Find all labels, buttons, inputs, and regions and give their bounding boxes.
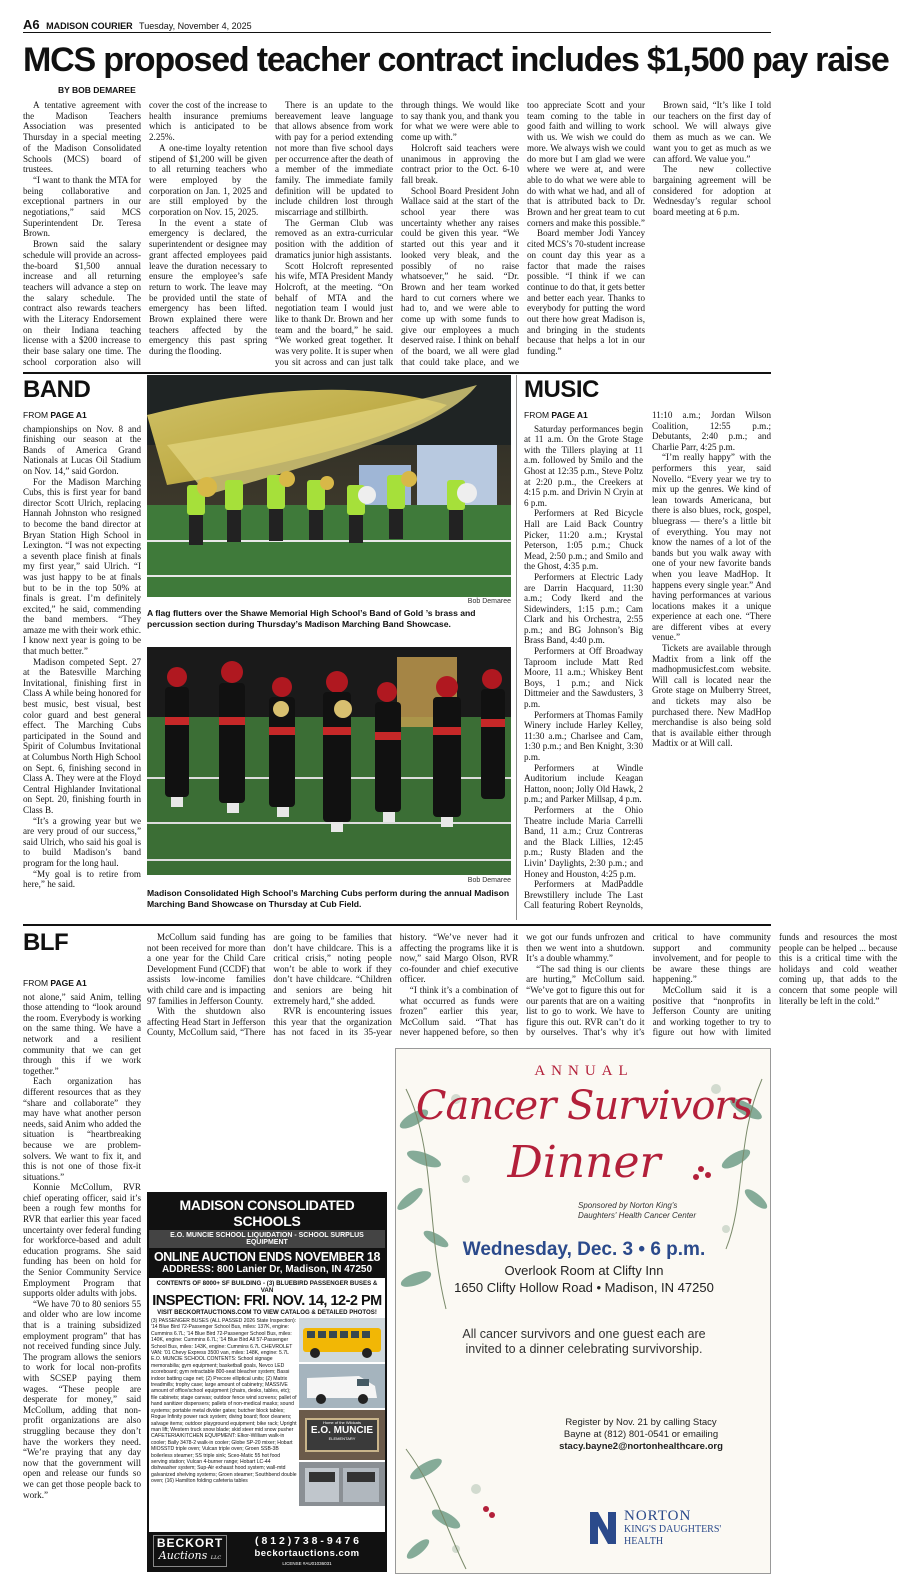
music-from-line: FROM PAGE A1 [524, 410, 588, 420]
dinner-address: 1650 Clifty Hollow Road • Madison, IN 47250 [454, 1280, 714, 1295]
paper-name: MADISON COURIER [46, 21, 133, 31]
dinner-invite [396, 1327, 772, 1357]
paragraph: “I want to thank the MTA for being collaborative and exceptional partners in our negotiations,” said MCS Superintendent Dr. Teresa Brown. [23, 174, 141, 239]
dinner-register [516, 1417, 766, 1453]
dinner-date: Wednesday, Dec. 3 • 6 p.m. [462, 1239, 706, 1260]
lead-story [23, 100, 771, 370]
paragraph: McCollum said funding has not been received for more than a one year for the Child Care Development Fund (CCDF) that assists low-income families with child care and is impacting 97 families in Jefferson County. [147, 932, 266, 1006]
paragraph: Scott Holcroft represented his wife, MTA President Mandy Holcroft, at the meeting. “On behalf of MTA and the negotiation team I would just like to thank Dr. Brown and her team and the board,” he said. “We worked great together. It was very polite. It is super when you sit across and can just talk through things. We would like to say thank you, and thank you for what we were were able to come up with.” [275, 100, 519, 367]
beckort-logo-word: BECKORT [156, 1536, 224, 1550]
school-sign-photo [299, 1410, 385, 1460]
paragraph: The German Club was removed as an extra-curricular position with the addition of dramatics junior high assistants. [275, 217, 393, 260]
band-section-head: BAND [23, 376, 91, 403]
auction-web[interactable]: beckortauctions.com [254, 1548, 360, 1559]
paragraph: Performers at Thomas Family Winery include Harley Kelley, 11:30 a.m.; Charlsee and Cam, 1:30 p.m.; and Ben Knight, 3:30 p.m. [524, 709, 643, 762]
band-photo-cubs-image [147, 647, 511, 875]
blf-mid-columns [147, 1044, 387, 1192]
paragraph: Board member Jodi Yancey cited MCS’s 70-student increase on count day this year as a factor that made the raises possible. “I think if we can continue to do that, it gets better and better each year. Thanks to everybody for putting the word out there how great Madison is, and bringing in the students because that helps a lot in our funding.” [527, 228, 645, 357]
auction-inspection: INSPECTION: FRI. NOV. 14, 12-2 PM [152, 1293, 382, 1309]
beckort-logo [153, 1535, 227, 1567]
paragraph: “I think it’s a combination of what occurred as funds were frozen” earlier this year, McCollum said. “That has never happened before, so then we got our funds unfrozen and then we went into a shutdown. It’s a double whammy.” [399, 932, 645, 1038]
dinner-title-script-2: Dinner [507, 1137, 661, 1188]
paragraph: Tickets are available through Madtix from a link off the madhopmusicfest.com website. Will call is located near the Grote stage on Mulberry Street, and tickets may also be purchased there. New MadHop merchandise is also being sold that is available either through Madtix or at Will call. [652, 643, 771, 749]
page-headline: MCS proposed teacher contract includes $1,500 pay raise [23, 41, 889, 79]
music-column [524, 410, 771, 920]
dinner-invite-line-1: All cancer survivors and one guest each are [462, 1327, 706, 1341]
band-photo-flag-image [147, 375, 511, 597]
auction-ad [147, 1192, 387, 1572]
auction-subtitle: E.O. MUNCIE SCHOOL LIQUIDATION - SCHOOL SURPLUS EQUIPMENT [149, 1230, 385, 1248]
band-photo1-caption: A flag flutters over the Shawe Memorial High School’s Band of Gold ’s brass and percussion section during Thursday’s Madison Marching Band Showcase. [147, 608, 476, 629]
blf-column-1 [23, 978, 141, 1568]
paragraph: “My goal is to retire from here,” he said. [23, 868, 141, 890]
paragraph: Brown said, “It’s like I told our teachers on the first day of school. We will always give them as much as we can. We want you to get as much as we can afford. We value you.” [653, 100, 771, 164]
byline: BY BOB DEMAREE [58, 85, 136, 95]
beckort-logo-script: Auctions [158, 1549, 208, 1562]
norton-logo-icon [588, 1510, 618, 1546]
paragraph: Performers at Electric Lady are Darrin Hacquard, 11:30 a.m.; Cody Ikerd and the Sidewinders, 1:15 p.m.; Cam Clark and his Orchestra, 2:55 p.m.; and BG Johnson’s Big Brass Band, 4:40 p.m. [524, 571, 643, 646]
auction-phone: ( 8 1 2 ) 7 3 8 - 9 4 7 6 [255, 1535, 359, 1547]
paragraph: “It’s a growing year but we are very proud of our success,” said Ulrich, who said his goal is to build Madison’s band program for the long haul. [23, 815, 141, 868]
section-rule-2 [23, 924, 771, 926]
paragraph: For the Madison Marching Cubs, this is first year for band director Scott Ulrich, replacing Hannah Johnston who resigned to become the band director at Bryan Station High School in Lexington. “I was not expecting a seventh place finish at finals my first year,” said Ulrich. “I was just happy to be at finals but to be in the top 50% at finals is great. I’m definitely excited,” he said, commending the band members. “They amaze me with their work ethic. I know next year is going to be that much better.” [23, 476, 141, 657]
auction-contents: CONTENTS OF 8000+ SF BUILDING - (3) BLUEBIRD PASSENGER BUSES & VAN [156, 1280, 378, 1294]
paragraph: Holcroft said teachers were unanimous in approving the contract prior to the Oct. 6-10 fall break. [401, 142, 519, 185]
dinner-email-link[interactable]: stacy.bayne2@nortonhealthcare.org [559, 1441, 723, 1452]
sign-top-text: Home of the Wildcats [322, 1420, 361, 1425]
paragraph: With the shutdown also affecting Head Start in Jefferson County, McCollum said, “There are going to be families that don’t have childcare. This is a critical crisis,” noting people won’t be able to work if they don’t have childcare. “Children and seniors are being hit extremely hard,” she added. [147, 932, 392, 1038]
paragraph: Performers at Windle Auditorium include Keagan Hatton, noon; Jolly Old Hawk, 2 p.m.; and Parker Millsap, 4 p.m. [524, 762, 643, 805]
auction-license: LICENSE #AU01036031 [282, 1561, 332, 1566]
norton-logo-line-3: HEALTH [624, 1536, 664, 1547]
band-photo-flag [147, 375, 511, 597]
kitchen-photo [299, 1462, 385, 1506]
paragraph: There is an update to the bereavement leave language that allows absence from work with pay for a period extending not more than five school days per occurrence after the death of a member of the immediate family. The immediate family definition will be updated to include children lost through miscarriage and stillbirth. [275, 100, 393, 218]
sign-sub-text: ELEMENTARY [328, 1436, 356, 1441]
paragraph: Madison competed Sept. 27 at the Batesville Marching Invitational, finishing first in Class A while being honored for best music, best visual, best color guard and best general effect. The Marching Cubs participated in the Sound and Spirit of Columbus Invitational at Columbus North High School on Sept. 6, finishing second in Class A. They were at the Floyd Central Highlander Invitational on Sept. 20, finishing fourth in Class B. [23, 656, 141, 815]
blf-from-line: FROM PAGE A1 [23, 978, 87, 988]
paragraph: The new collective bargaining agreement will be considered for adoption at Wednesday’s regular school board meeting at 6 p.m. [653, 164, 771, 218]
dinner-annual: ANNUAL [534, 1063, 634, 1079]
paragraph: RVR is encountering issues this year that the organization has not faced in its 35-year history. “We’ve never had it affecting the programs like it is now,” said Margo Olson, RVR co-founder and chief executive officer. [273, 932, 519, 1038]
masthead-rule [23, 32, 771, 33]
sign-main-text: E.O. MUNCIE [310, 1425, 374, 1436]
paragraph: Performers at Red Bicycle Hall are Laid Back Country Picker, 11:20 a.m.; Krystal Peterson, 1:05 p.m.; Chuck Mead, 2:50 p.m.; and Smilo and the Ghost, 4:35 p.m. [524, 508, 643, 572]
paragraph: A tentative agreement with the Madison Teachers Association was presented Thursday in a special meeting of the Madison Consolidated Schools (MCS) board of trustees. [23, 100, 141, 175]
dinner-sponsor-line-2: Daughters' Health Cancer Center [578, 1211, 697, 1220]
beckort-footer [149, 1532, 385, 1570]
band-photo2-credit: Bob Demaree [467, 877, 511, 884]
bus-photo [299, 1318, 385, 1362]
dinner-sponsor [578, 1201, 758, 1221]
auction-title: MADISON CONSOLIDATED SCHOOLS [149, 1194, 385, 1230]
band-column [23, 410, 141, 922]
music-section-head: MUSIC [524, 376, 599, 403]
auction-address: ADDRESS: 800 Lanier Dr, Madison, IN 47250 [149, 1264, 385, 1278]
paragraph: “The sad thing is our clients are hurting,” McCollum said. “We’ve got to figure this out for our parents that are on a waiting list to go to work. We have to figure this out. RVR can’t do it by ourselves. That’s why it’s critical to have community support and community involvement, and for people to be aware these things are happening.” [526, 932, 771, 1038]
paragraph: Brown said the salary schedule will provide an across-the-board $1,500 annual increase and all returning teachers will advance a step on the salary schedule. The contract also rewards teachers with the Literacy Endorsement on their Indiana teaching license with a $200 increase to their base salary one time. The school corporation also will cover the cost of the increase to health insurance premiums which is anticipated to be 2.25%. [23, 100, 267, 367]
auction-visit: VISIT BECKORTAUCTIONS.COM TO VIEW CATALOG & DETAILED PHOTOS! [157, 1309, 377, 1316]
auction-online: ONLINE AUCTION ENDS NOVEMBER 18 [149, 1248, 385, 1264]
auction-details: (3) PASSENGER BUSES (ALL PASSED 2026 State Inspection): '14 Blue Bird 72-Passenger School Bus, miles: 137K, engine: Cummins 6.7L; '14 Blue Bird 72-Passenger School Bus, miles: 140K, engine: Cummins 6.7L; '14 Blue Bird All 57-Passenger School Bus, miles: 143K, engine: Cummins 6.7L CHEVROLET VAN: '01 Chevy Express 3500 van, miles: 148K, engine: 5.7L E.O. MUNCIE SCHOOL CONTENTS: School signage memorabilia; gym equipment; basketball goals, Nevco LED scoreboard; gym retractable 800-seat bleacher system; Bassi indoor batting cage net; (2) Precore elliptical units; (2) Matrix treadmills; trophy case; large amount of cabinetry; MASSIVE amount of office/school equipment (chairs, desks, tables, etc); file cabinets; stage canvas; outdoor fence wind screens; pallet of hand sanitizer dispensers; pallets of non-medical masks; sound systems; portable metal divider gates; butcher block tables; Rogue Infinity power rack system; diving board; floor cleaners; salvage items; outdoor playground equipment; bike rack; Upright man lift; Western truck snow blade; skid steer mid snow pusher CAFETERIA/KITCHEN EQUIPMENT: Elkor-William walk-in cooler; Bally 3478-2 walk-in cooler; Globe SP-20 mixer; Hobart MIOSSTD triple oven; Vulcan triple oven; Groen SSB-3B boilerless steamer; SS triple sink; Sceo-Matic 55 hot food serving station; Vulcan 4-burner range; Hobart LC-44 dishwasher system; Sup-Air exhaust hood system; wall-mtd galvanized shelving systems; Groen steamer; Southbend double oven; (16) Hamilton folding cafeteria tables [151, 1318, 297, 1485]
paragraph: School Board President John Wallace said at the start of the school year there was uncertainty whether any raises could be given this year. “We started out this year and it looked very bleak, and the possibly of no raise whatsoever,” he said. “Dr. Brown and her team worked hard to cut corners where we had to, and we were able to come up with some funds to give our employees a much deserved raise. I think on behalf of the board, we all were glad that could take place, and we too appreciate Scott and your team coming to the table in good faith and willing to work with us. We wish we could do more. We always wish we could do more but I am glad we were where we were at, and were able to do what we were able to do with what we had, and all of that is attributed back to Dr. Brown and her great team to cut corners and make this possible.” [401, 100, 645, 367]
dinner-sponsor-line-1: Sponsored by Norton King's [578, 1201, 678, 1210]
blf-section-head: BLF [23, 929, 69, 956]
dinner-invite-line-2: invited to a dinner celebrating survivorship. [465, 1342, 703, 1356]
paragraph: Performers at MadPaddle Brewstillery include The Last Call featuring Robert Reynolds, 11:10 a.m.; Jordan Wilson Coalition, 12:55 p.m.; Debutants, 2:40 p.m.; and Charlie Parr, 4:25 p.m. [524, 410, 771, 911]
paragraph: “I’m really happy” with the performers this year, said Novello. “Every year we try to mix up the genres. We kind of lean towards Americana, but there is also blues, rock, gospel, bluegrass — there’s a little bit of everything. You may not know the names of a lot of the bands but you walk away with one of your new favorite bands when you leave MadHop. It happens every single year.” And having performances at various locations makes it a unique experience at each one. “There are different vibes at every venue.” [652, 452, 771, 643]
dinner-register-line-2: Bayne at (812) 801-0541 or emailing [563, 1429, 719, 1440]
band-photo1-credit: Bob Demaree [467, 598, 511, 605]
dinner-register-line-1: Register by Nov. 21 by calling Stacy [565, 1417, 717, 1428]
section-rule-1 [23, 372, 771, 374]
paragraph: Konnie McCollum, RVR chief operating officer, said it’s been a rough few months for RVR that earlier this year faced uncertainty over federal funding for workforce-based and adult education programs. She said funding has been on hold for the Senior Community Service Employment Program that supports older adults with jobs. [23, 1182, 141, 1299]
blf-upper-columns [147, 932, 897, 1044]
norton-logo [588, 1504, 758, 1554]
paragraph: not alone,” said Anim, telling those attending to “look around the room. Everybody is working on the same thing. We have a network and a resilient community that we can get through this if we work together.” [23, 991, 141, 1076]
paragraph: Performers at the Ohio Theatre include Maria Carrelli Band, 11 a.m.; Cruz Contreras and the Black Lillies, 12:45 p.m.; Rusty Bladen and the Livin’ Daylights, 2:30 p.m.; and Honey and Houston, 4:25 p.m. [524, 804, 643, 879]
paragraph: A one-time loyalty retention stipend of $1,200 will be given to all returning teachers who were employed by the corporation on Jan. 1, 2025 and are still employed by the corporation on Nov. 15, 2025. [149, 142, 267, 218]
norton-logo-line-2: KING'S DAUGHTERS' [624, 1524, 722, 1535]
paragraph: championships on Nov. 8 and finishing our season at the Bands of America Grand Nationals at Lucas Oil Stadium on Nov. 14,” said Gordon. [23, 423, 141, 476]
music-divider [516, 375, 517, 920]
dinner-venue: Overlook Room at Clifty Inn [504, 1263, 664, 1278]
paragraph: Saturday performances begin at 11 a.m. On the Grote Stage with the Tillers playing at 11 a.m. followed by Smilo and the Ghost at 12:35 p.m., Steve Poltz at 2:20 p.m., the Creekers at 4:15 p.m. and Drivin N Cryin at 6 p.m. [524, 423, 643, 508]
band-photo2-caption: Madison Consolidated High School’s Marching Cubs perform during the annual Madison Marching Band Showcase on Thursday at Cub Field. [147, 888, 510, 909]
band-from-line: FROM PAGE A1 [23, 410, 87, 420]
band-photo-cubs [147, 647, 511, 875]
page-number: A6 [23, 17, 40, 32]
masthead [23, 16, 773, 32]
norton-logo-word: NORTON [624, 1508, 692, 1524]
paragraph: Performers at Off Broadway Taproom include Matt Red Moore, 11 a.m.; Whiskey Bent Boys, 1 p.m.; and Nick Dittmeier and the Sawdusters, 3 p.m. [524, 646, 643, 710]
issue-date: Tuesday, November 4, 2025 [139, 21, 252, 31]
beckort-logo-llc: LLC [210, 1555, 222, 1561]
dinner-ad [395, 1048, 771, 1574]
paragraph: In the event a state of emergency is declared, the superintendent or designee may grant affected employees paid leave the duration necessary to ensure the employee’s safe return to work. The leave may be provided until the state of emergency has been lifted. Brown explained there were teachers affected by the emergency this past spring during the flooding. [149, 217, 267, 357]
paragraph: “We have 70 to 80 seniors 55 and older who are low income that is a training subsidized employment program” that has not received funding since July. The program allows the seniors to work for local non-profits with SCSEP paying them wages. “These people are desperate for money,” said McCollum, adding that non-profit organizations are also struggling because they don’t have the workers they need. “We’re praying that any day now that the government will open and release our funds so we can get those people back to work.” [23, 1298, 141, 1500]
van-photo [299, 1364, 385, 1408]
paragraph: Each organization has different resources that as they “share and collaborate” they may have what another person needs, said Anim who added the situation is “heartbreaking because we are problem-solvers. We want to fix it, and this is not one of those fix-it situations.” [23, 1076, 141, 1182]
paragraph: McCollum said it is a positive that “nonprofits in Jefferson County are uniting and working together to try to figure out how with limited funds and resources the most people can be helped ... because this is a critical time with the holidays and cold weather coming up, that adds to the concern that some people will literally be left in the cold.” [652, 932, 897, 1038]
dinner-title-script: Cancer Survivors [415, 1083, 753, 1129]
